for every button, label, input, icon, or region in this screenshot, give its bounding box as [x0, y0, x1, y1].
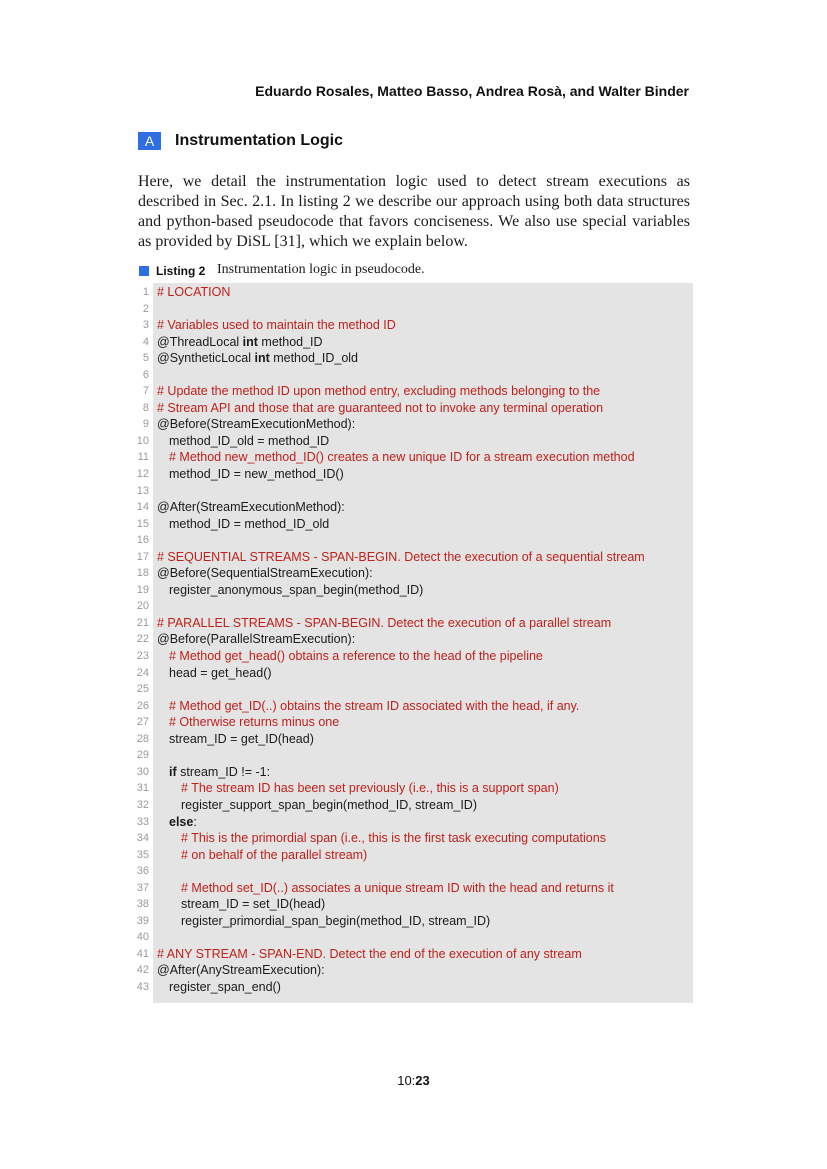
code-comment: # SEQUENTIAL STREAMS - SPAN-BEGIN. Detect the execution of a sequential stream	[157, 549, 645, 564]
code-line	[136, 549, 693, 566]
code-line	[136, 929, 693, 946]
code-line	[142, 284, 693, 301]
code-text: @Before(ParallelStreamExecution):	[157, 632, 356, 647]
line-number: 26	[136, 699, 149, 712]
page-number	[0, 1073, 827, 1088]
code-text: @Before(StreamExecutionMethod):	[157, 417, 356, 432]
line-number: 15	[136, 517, 149, 530]
line-number: 19	[136, 583, 149, 596]
code-line	[136, 665, 693, 682]
code-line	[142, 400, 693, 417]
line-number: 25	[136, 683, 149, 696]
code-line	[136, 946, 693, 963]
line-number: 32	[136, 798, 149, 811]
code-text: stream_ID = set_ID(head)	[181, 897, 326, 912]
line-number: 36	[136, 865, 149, 878]
code-line	[136, 797, 693, 814]
section-heading	[138, 131, 690, 151]
code-text: register_span_end()	[169, 979, 281, 994]
code-keyword: int	[254, 351, 270, 366]
code-line	[136, 681, 693, 698]
running-head: Eduardo Rosales, Matteo Basso, Andrea Rosà, and Walter Binder	[255, 83, 689, 99]
code-line	[136, 565, 693, 582]
code-comment: # Method new_method_ID() creates a new unique ID for a stream execution method	[169, 450, 635, 465]
line-number: 3	[142, 319, 149, 332]
line-number: 11	[137, 451, 149, 464]
code-listing	[136, 283, 693, 1003]
line-number: 37	[136, 881, 149, 894]
page-number-value: 23	[415, 1073, 430, 1088]
line-number: 16	[136, 534, 149, 547]
code-text: method_ID = method_ID_old	[169, 516, 330, 531]
line-number: 18	[136, 567, 149, 580]
code-comment: # ANY STREAM - SPAN-END. Detect the end of the execution of any stream	[157, 946, 582, 961]
line-number: 7	[142, 385, 149, 398]
code-line	[136, 714, 693, 731]
line-number: 39	[136, 914, 149, 927]
code-text: @After(StreamExecutionMethod):	[157, 500, 345, 515]
line-number: 23	[136, 650, 149, 663]
code-text: register_anonymous_span_begin(method_ID)	[169, 582, 424, 597]
line-number: 22	[136, 633, 149, 646]
code-text	[169, 814, 197, 831]
code-segment: @SyntheticLocal	[157, 351, 255, 366]
code-line	[142, 334, 693, 351]
code-lines	[136, 284, 693, 996]
line-number: 12	[136, 468, 149, 481]
code-text: register_primordial_span_begin(method_ID, stream_ID)	[181, 913, 491, 928]
code-text	[157, 350, 358, 367]
line-number: 21	[136, 616, 149, 629]
code-line	[142, 317, 693, 334]
code-text: @Before(SequentialStreamExecution):	[157, 566, 373, 581]
code-line	[136, 631, 693, 648]
code-line	[142, 416, 693, 433]
code-line	[136, 830, 693, 847]
line-number: 31	[136, 782, 149, 795]
line-number: 20	[136, 600, 149, 613]
line-number: 27	[136, 716, 149, 729]
line-number: 8	[142, 401, 149, 414]
code-text: stream_ID = get_ID(head)	[169, 731, 314, 746]
code-line	[136, 880, 693, 897]
line-number: 1	[142, 286, 149, 298]
line-number: 43	[136, 980, 149, 993]
page-number-prefix: 10:	[397, 1073, 416, 1088]
code-line	[142, 301, 693, 318]
line-number: 10	[136, 434, 149, 447]
line-number: 6	[142, 368, 149, 381]
code-segment: :	[193, 814, 197, 829]
code-comment: # The stream ID has been set previously (i.e., this is a support span)	[181, 781, 559, 796]
code-keyword: else	[169, 814, 194, 829]
line-number: 41	[136, 947, 149, 960]
listing-caption	[138, 263, 690, 279]
code-line	[136, 598, 693, 615]
line-number: 34	[136, 832, 149, 845]
code-line	[136, 979, 693, 996]
code-comment: # Method set_ID(..) associates a unique stream ID with the head and returns it	[181, 880, 614, 895]
line-number: 13	[136, 484, 149, 497]
body-paragraph: Here, we detail the instrumentation logic used to detect stream executions as described in Sec. 2.1. In listing 2 we describe our approach using both data structures and python-based pseudocode that favors conciseness. We also use special variables as provided by DiSL [31], which we explain below.	[138, 173, 690, 250]
code-comment: # on behalf of the parallel stream)	[181, 847, 368, 862]
line-number: 9	[142, 418, 149, 431]
code-keyword: int	[242, 334, 258, 349]
listing-caption-text: Instrumentation logic in pseudocode.	[217, 262, 425, 277]
code-comment: # Stream API and those that are guaranteed not to invoke any terminal operation	[157, 400, 604, 415]
code-text	[157, 334, 323, 351]
line-number: 38	[136, 898, 149, 911]
code-comment: # Method get_head() obtains a reference to the head of the pipeline	[169, 649, 543, 664]
code-segment: method_ID	[257, 334, 323, 349]
code-line	[142, 350, 693, 367]
line-number: 35	[136, 848, 149, 861]
code-comment: # Variables used to maintain the method ID	[157, 318, 396, 333]
code-line	[136, 863, 693, 880]
code-line	[136, 483, 693, 500]
code-line	[136, 913, 693, 930]
line-number: 33	[136, 815, 149, 828]
line-number: 28	[136, 732, 149, 745]
line-number: 14	[136, 501, 149, 514]
code-line	[136, 433, 693, 450]
code-line	[142, 367, 693, 384]
code-text: method_ID_old = method_ID	[169, 433, 330, 448]
listing-label: Listing 2	[156, 264, 206, 278]
line-number: 17	[136, 550, 149, 563]
code-line	[136, 466, 693, 483]
code-line	[136, 516, 693, 533]
code-comment: # LOCATION	[157, 285, 231, 299]
code-line	[137, 449, 693, 466]
line-number: 40	[136, 931, 149, 944]
code-line	[136, 764, 693, 781]
line-number: 5	[142, 352, 149, 365]
code-line	[136, 731, 693, 748]
code-line	[136, 847, 693, 864]
code-text: register_support_span_begin(method_ID, stream_ID)	[181, 797, 477, 812]
code-text	[169, 764, 270, 781]
line-number: 4	[142, 335, 149, 348]
code-comment: # Method get_ID(..) obtains the stream ID associated with the head, if any.	[169, 698, 580, 713]
code-line	[136, 582, 693, 599]
code-segment: method_ID_old	[269, 351, 359, 366]
code-line	[136, 747, 693, 764]
code-keyword: if	[169, 764, 177, 779]
code-line	[136, 615, 693, 632]
code-line	[136, 780, 693, 797]
code-text: head = get_head()	[169, 665, 272, 680]
code-line	[136, 962, 693, 979]
code-segment: @ThreadLocal	[157, 334, 243, 349]
code-line	[136, 499, 693, 516]
code-segment: stream_ID != -1:	[176, 764, 271, 779]
code-line	[142, 383, 693, 400]
code-line	[136, 648, 693, 665]
code-comment: # Otherwise returns minus one	[169, 715, 340, 730]
code-text: @After(AnyStreamExecution):	[157, 963, 325, 978]
code-comment: # PARALLEL STREAMS - SPAN-BEGIN. Detect the execution of a parallel stream	[157, 615, 612, 630]
code-comment: # This is the primordial span (i.e., this is the first task executing computations	[181, 831, 606, 846]
line-number: 30	[136, 765, 149, 778]
code-line	[136, 814, 693, 831]
code-line	[136, 896, 693, 913]
code-line	[136, 698, 693, 715]
caption-marker-icon	[139, 266, 149, 276]
section-label: A	[138, 132, 161, 150]
line-number: 24	[136, 666, 149, 679]
code-line	[136, 532, 693, 549]
line-number: 42	[136, 964, 149, 977]
code-comment: # Update the method ID upon method entry, excluding methods belonging to the	[157, 384, 601, 399]
code-text: method_ID = new_method_ID()	[169, 467, 344, 482]
section-title: Instrumentation Logic	[175, 132, 343, 149]
line-number: 29	[136, 749, 149, 762]
line-number: 2	[142, 302, 149, 315]
